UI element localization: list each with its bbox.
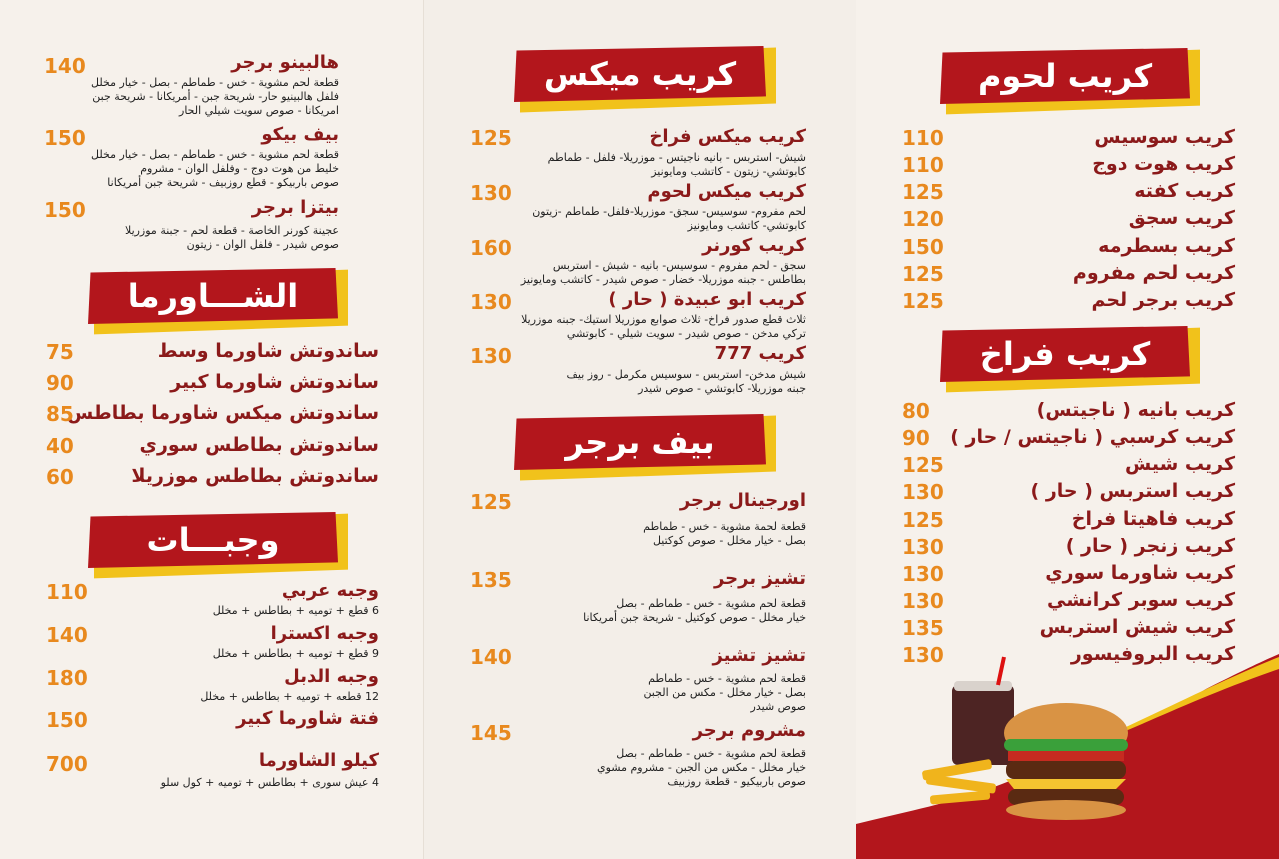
- chicken-item: كريب شيش: [1124, 453, 1235, 475]
- chicken-item: كريب زنجر ( حار ): [1065, 535, 1235, 557]
- section-title: الشـــاورما: [127, 277, 299, 315]
- beef-price: 135: [470, 568, 512, 592]
- meal-name: وجبه الدبل: [284, 666, 379, 687]
- shawarma-price: 90: [46, 371, 74, 395]
- chicken-item: كريب البروفيسور: [1070, 643, 1235, 665]
- meat-item: كريب لحم مفروم: [1072, 262, 1235, 284]
- item-name: بيف بيكو: [261, 124, 339, 145]
- meal-desc: 9 قطع + توميه + بطاطس + مخلل: [212, 647, 379, 660]
- chicken-item: كريب شاورما سوري: [1045, 562, 1235, 584]
- beef-name: اورجينال برجر: [679, 490, 806, 511]
- chicken-price: 130: [902, 562, 944, 586]
- meat-price: 125: [902, 180, 944, 204]
- shawarma-price: 75: [46, 340, 74, 364]
- item-name: هالبينو برجر: [231, 52, 339, 73]
- item-price: 150: [44, 126, 86, 150]
- mix-price: 130: [470, 181, 512, 205]
- mix-price: 160: [470, 236, 512, 260]
- mix-desc: شيش مدخن- استربس - سوسيس مكرمل - روز بيف جبنه موزريلا- كابوتشي - صوص شيدر: [566, 368, 806, 395]
- chicken-item: كريب استربس ( حار ): [1030, 480, 1235, 502]
- chicken-price: 135: [902, 616, 944, 640]
- item-name: بيتزا برجر: [251, 197, 339, 218]
- shawarma-item: ساندوتش بطاطس سوري: [139, 434, 379, 456]
- mix-name: كريب ميكس لحوم: [647, 181, 806, 202]
- chicken-banner: [940, 326, 1190, 382]
- shawarma-price: 40: [46, 434, 74, 458]
- meat-item: كريب سجق: [1128, 207, 1235, 229]
- section-title: كريب فراخ: [979, 335, 1151, 373]
- beef-price: 145: [470, 721, 512, 745]
- meal-price: 180: [46, 666, 88, 690]
- meat-item: كريب كفته: [1134, 180, 1235, 202]
- shawarma-price: 85: [46, 402, 74, 426]
- meal-price: 700: [46, 752, 88, 776]
- shawarma-price: 60: [46, 465, 74, 489]
- item-desc: قطعة لحم مشوية - خس - طماطم - بصل - خيار مخلل خليط من هوت دوج - وفلفل الوان - مشروم صوص باربيكو - قطع روزبيف - شريحة جبن أمريكانا: [91, 148, 339, 189]
- meat-banner: [940, 48, 1190, 104]
- meals-banner: [88, 512, 338, 568]
- burger-meal-image: [916, 655, 1156, 825]
- chicken-price: 130: [902, 480, 944, 504]
- beef-desc: قطعة لحم مشوية - خس - طماطم بصل - خيار مخلل - مكس من الجبن صوص شيدر: [643, 672, 806, 713]
- beef-price: 125: [470, 490, 512, 514]
- beef-desc: قطعة لحم مشوية - خس - طماطم - بصل خيار مخلل - مكس من الجبن - مشروم مشوي صوص باربيكيو - قطعة روزبيف: [596, 747, 806, 788]
- beef-name: تشيز تشيز: [712, 645, 806, 666]
- chicken-price: 125: [902, 508, 944, 532]
- item-desc: عجينة كورنر الخاصة - قطعة لحم - جبنة موزريلا صوص شيدر - فلفل الوان - زيتون: [125, 224, 339, 251]
- meal-name: وجبه عربي: [281, 580, 379, 601]
- section-title: كريب لحوم: [977, 57, 1153, 95]
- shawarma-banner: [88, 268, 338, 324]
- meat-price: 110: [902, 153, 944, 177]
- chicken-item: كريب سوبر كرانشي: [1047, 589, 1235, 611]
- mix-banner: [514, 46, 766, 102]
- shawarma-item: ساندوتش ميكس شاورما بطاطس: [67, 402, 379, 424]
- mix-name: كريب ميكس فراخ: [649, 126, 806, 147]
- shawarma-item: ساندوتش شاورما وسط: [157, 340, 379, 362]
- chicken-item: كريب فاهيتا فراخ: [1071, 508, 1235, 530]
- meal-price: 150: [46, 708, 88, 732]
- shawarma-item: ساندوتش بطاطس موزريلا: [131, 465, 379, 487]
- meat-price: 150: [902, 235, 944, 259]
- chicken-item: كريب كرسبي ( ناجيتس / حار ): [950, 426, 1235, 448]
- chicken-price: 80: [902, 399, 930, 423]
- beef-desc: قطعة لحمة مشوية - خس - طماطم بصل - خيار مخلل - صوص كوكتيل: [643, 520, 806, 547]
- section-title: كريب ميكس: [543, 55, 737, 93]
- item-price: 150: [44, 198, 86, 222]
- mix-price: 125: [470, 126, 512, 150]
- meal-desc: 12 قطعه + توميه + بطاطس + مخلل: [200, 690, 379, 703]
- beef-name: تشيز برجر: [713, 568, 806, 589]
- right-panel: [856, 0, 1279, 859]
- meal-name: فتة شاورما كبير: [236, 708, 379, 729]
- beef-banner: [514, 414, 766, 470]
- meat-price: 110: [902, 126, 944, 150]
- meat-price: 120: [902, 207, 944, 231]
- beef-name: مشروم برجر: [692, 720, 806, 741]
- shawarma-item: ساندوتش شاورما كبير: [170, 371, 379, 393]
- middle-panel: [423, 0, 857, 859]
- mix-name: كريب ابو عبيدة ( حار ): [608, 289, 806, 310]
- meat-price: 125: [902, 289, 944, 313]
- mix-price: 130: [470, 290, 512, 314]
- meat-item: كريب هوت دوج: [1092, 153, 1235, 175]
- mix-price: 130: [470, 344, 512, 368]
- chicken-item: كريب بانيه ( ناجيتس): [1036, 399, 1235, 421]
- mix-desc: لحم مفروم- سوسيس- سجق- موزريلا-فلفل- طماطم -زيتون كابوتشي- كاتشب ومايونيز: [532, 205, 806, 232]
- chicken-price: 125: [902, 453, 944, 477]
- meat-item: كريب سوسيس: [1094, 126, 1235, 148]
- chicken-price: 90: [902, 426, 930, 450]
- meal-name: وجبه اكسترا: [270, 623, 379, 644]
- meat-price: 125: [902, 262, 944, 286]
- item-desc: قطعة لحم مشوية - خس - طماطم - بصل - خيار مخلل فلفل هالبينيو حار- شريحة جبن - أمريكانا - شريحة جبن امريكانا - صوص سويت شيلي الحار: [91, 76, 339, 117]
- left-panel: [0, 0, 423, 859]
- beef-desc: قطعة لحم مشوية - خس - طماطم - بصل خيار مخلل - صوص كوكتيل - شريحة جبن أمريكانا: [583, 597, 806, 624]
- meal-desc: 4 عيش سورى + بطاطس + توميه + كول سلو: [160, 776, 379, 789]
- meal-desc: 6 قطع + توميه + بطاطس + مخلل: [212, 604, 379, 617]
- mix-name: كريب 777: [714, 343, 806, 364]
- section-title: وجبـــات: [146, 521, 280, 559]
- chicken-item: كريب شيش استربس: [1039, 616, 1235, 638]
- meal-name: كيلو الشاورما: [258, 750, 379, 771]
- meat-item: كريب بسطرمه: [1098, 235, 1235, 257]
- chicken-price: 130: [902, 589, 944, 613]
- mix-desc: ثلاث قطع صدور فراخ- ثلاث صوابع موزريلا استيك- جبنه موزريلا تركي مدخن - صوص شيدر - سويت شيلي - كابوتشي: [521, 313, 806, 340]
- mix-desc: شيش- استربس - بانيه ناجيتس - موزريلا- فلفل - طماطم كابوتشي- زيتون - كاتشب ومايونيز: [547, 151, 806, 178]
- beef-price: 140: [470, 645, 512, 669]
- meal-price: 110: [46, 580, 88, 604]
- mix-desc: سجق - لحم مفروم - سوسيس- بانيه - شيش - استربس بطاطس - جبنه موزريلا- خضار - صوص شيدر - كاتشب ومايونيز: [520, 259, 806, 286]
- section-title: بيف برجر: [565, 423, 715, 461]
- item-price: 140: [44, 54, 86, 78]
- mix-name: كريب كورنر: [702, 235, 806, 256]
- chicken-price: 130: [902, 535, 944, 559]
- meal-price: 140: [46, 623, 88, 647]
- chicken-price: 130: [902, 643, 944, 667]
- meat-item: كريب برجر لحم: [1091, 289, 1235, 311]
